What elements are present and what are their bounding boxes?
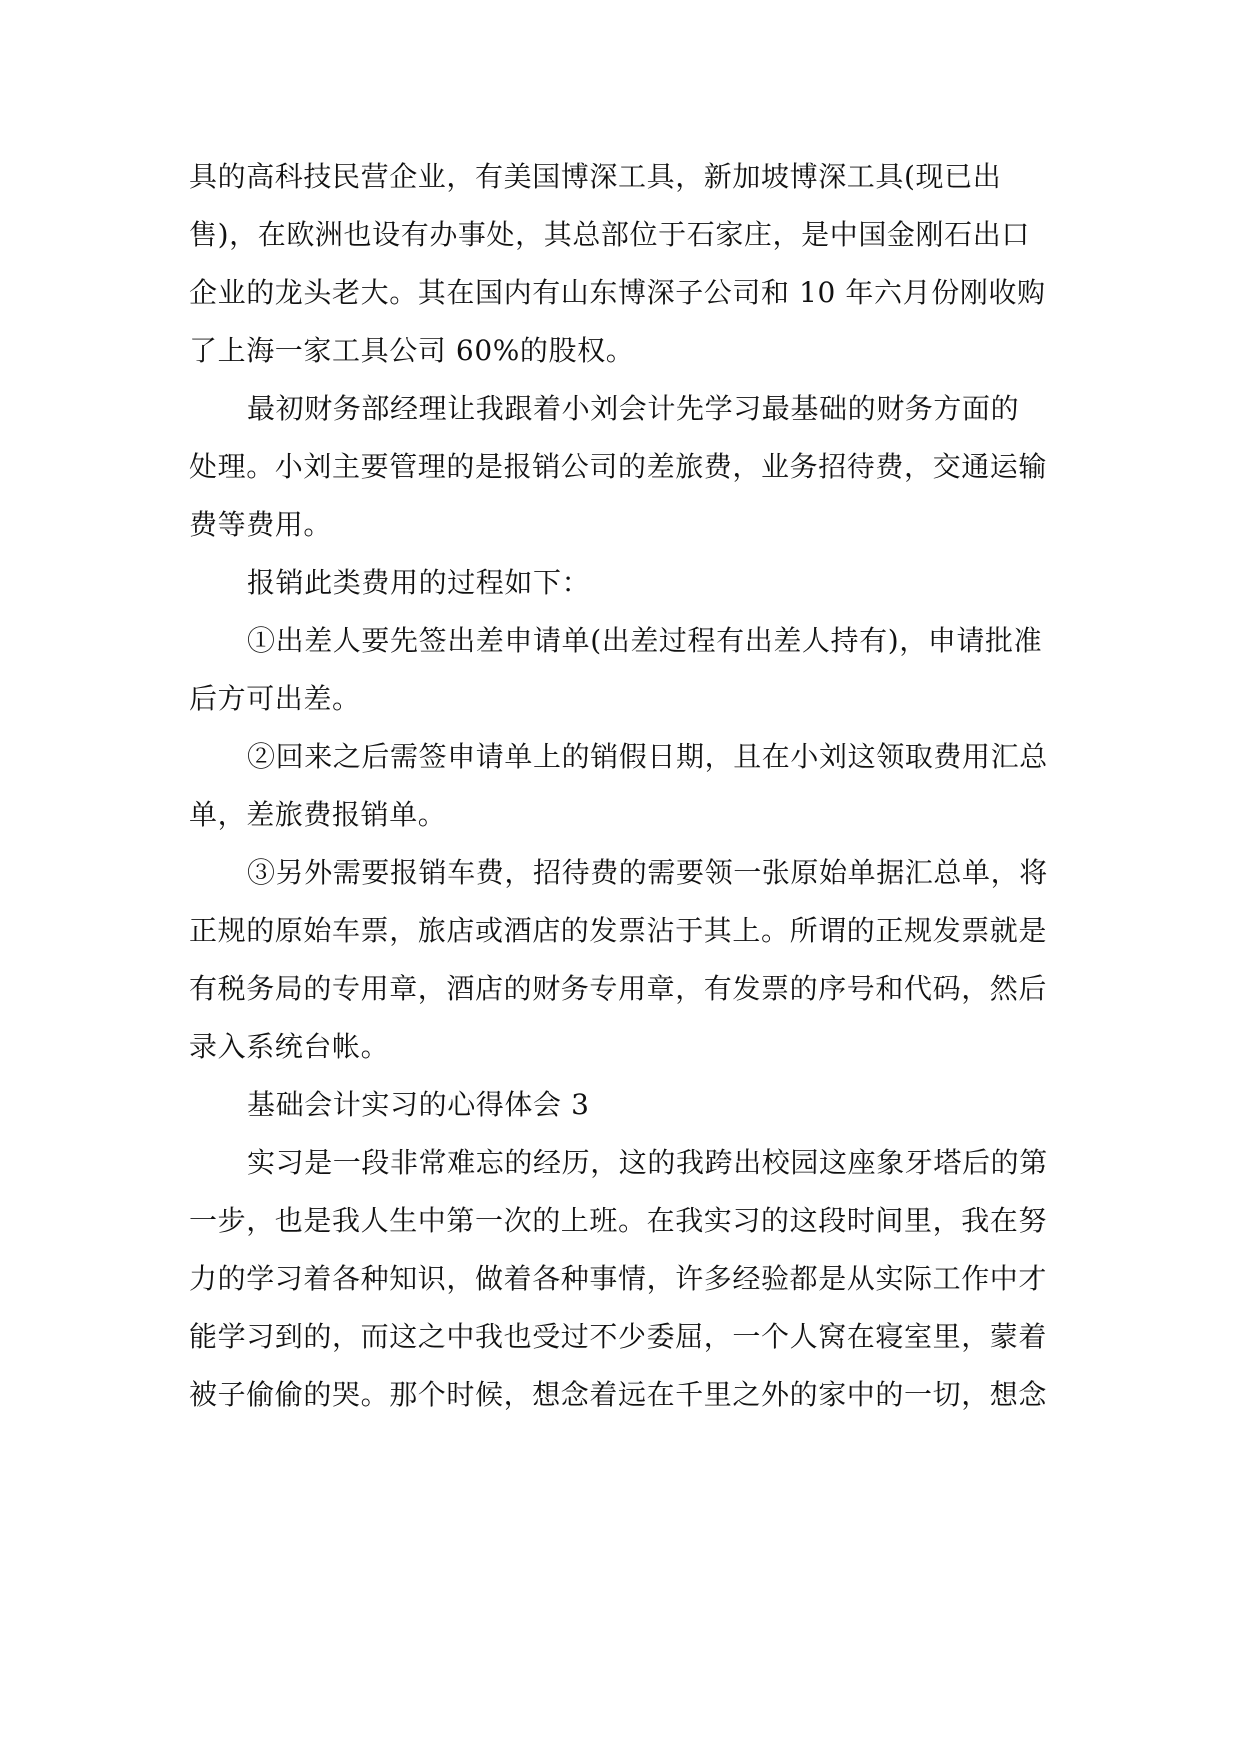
step-2-line-1: ②回来之后需签申请单上的销假日期，且在小刘这领取费用汇总 xyxy=(247,740,1048,773)
company-intro-line-1: 具的高科技民营企业，有美国博深工具，新加坡博深工具(现已出 xyxy=(189,160,1002,193)
step-3-line-2: 正规的原始车票，旅店或酒店的发票沾于其上。所谓的正规发票就是 xyxy=(189,914,1048,947)
company-intro-line-3: 企业的龙头老大。其在国内有山东博深子公司和 10 年六月份刚收购 xyxy=(189,276,1046,309)
step-3-line-4: 录入系统台帐。 xyxy=(189,1030,390,1063)
first-task-line-2: 处理。小刘主要管理的是报销公司的差旅费，业务招待费，交通运输 xyxy=(189,450,1048,483)
company-intro-line-2: 售)，在欧洲也设有办事处，其总部位于石家庄，是中国金刚石出口 xyxy=(189,218,1030,251)
reflection-line-1: 实习是一段非常难忘的经历，这的我跨出校园这座象牙塔后的第 xyxy=(247,1146,1048,1179)
step-1-line-2: 后方可出差。 xyxy=(189,682,361,715)
section-title: 基础会计实习的心得体会 3 xyxy=(247,1088,590,1121)
step-1-line-1: ①出差人要先签出差申请单(出差过程有出差人持有)，申请批准 xyxy=(247,624,1043,657)
step-3-line-1: ③另外需要报销车费，招待费的需要领一张原始单据汇总单，将 xyxy=(247,856,1048,889)
process-intro-line-1: 报销此类费用的过程如下： xyxy=(247,566,591,599)
reflection-line-4: 能学习到的，而这之中我也受过不少委屈，一个人窝在寝室里，蒙着 xyxy=(189,1320,1048,1353)
company-intro-line-4: 了上海一家工具公司 60%的股权。 xyxy=(189,334,635,367)
reflection-line-2: 一步，也是我人生中第一次的上班。在我实习的这段时间里，我在努 xyxy=(189,1204,1048,1237)
step-3-line-3: 有税务局的专用章，酒店的财务专用章，有发票的序号和代码，然后 xyxy=(189,972,1048,1005)
reflection-line-3: 力的学习着各种知识，做着各种事情，许多经验都是从实际工作中才 xyxy=(189,1262,1048,1295)
first-task-line-3: 费等费用。 xyxy=(189,508,333,541)
step-2-line-2: 单，差旅费报销单。 xyxy=(189,798,447,831)
first-task-line-1: 最初财务部经理让我跟着小刘会计先学习最基础的财务方面的 xyxy=(247,392,1020,425)
reflection-line-5: 被子偷偷的哭。那个时候，想念着远在千里之外的家中的一切，想念 xyxy=(189,1378,1048,1411)
